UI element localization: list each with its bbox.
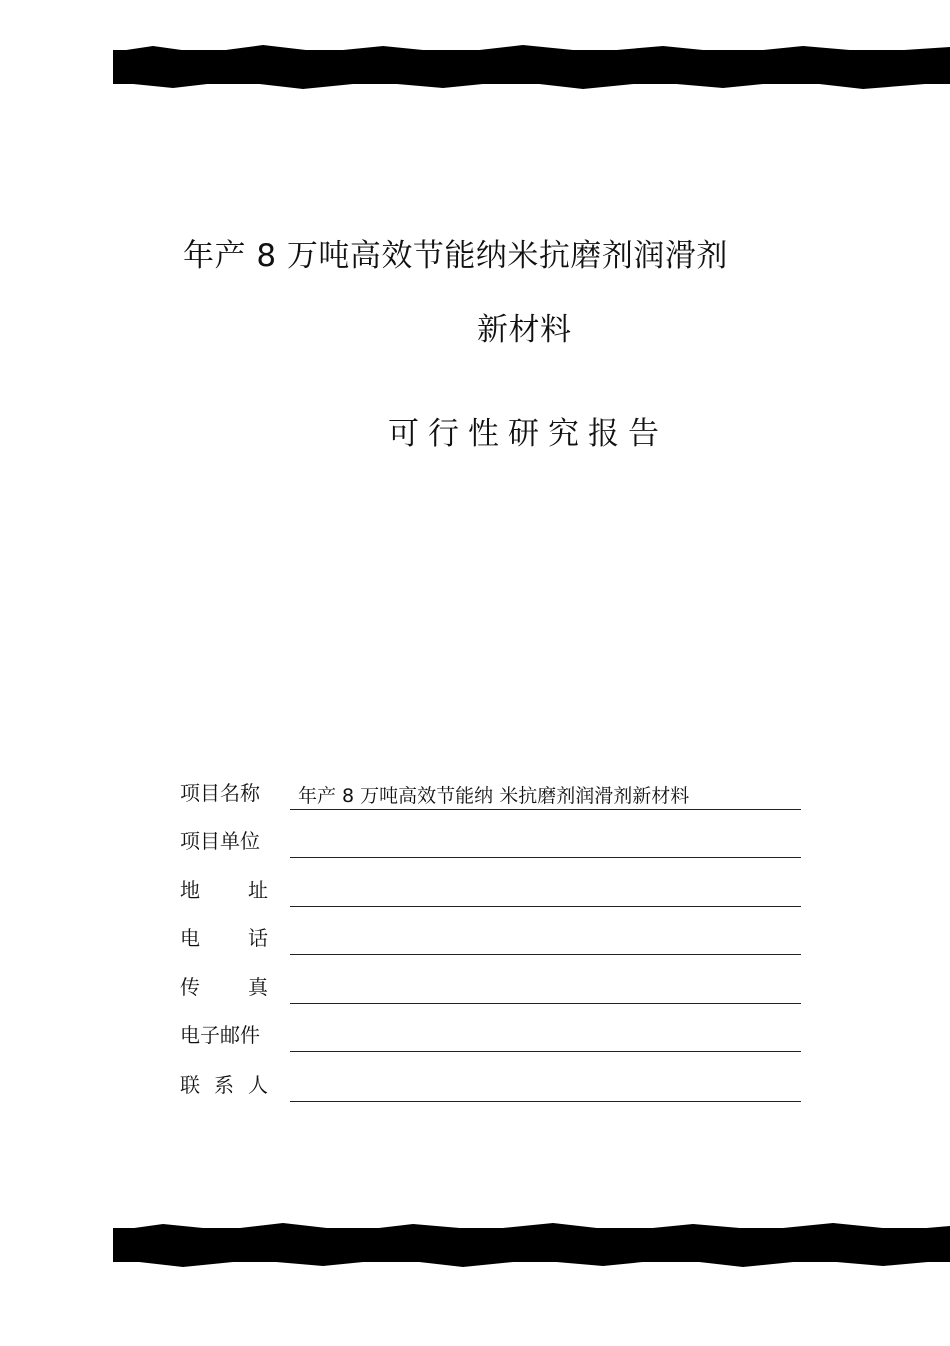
field-label-char: 传 bbox=[180, 975, 200, 999]
field-address bbox=[180, 877, 801, 907]
redacted-header-band bbox=[113, 44, 950, 90]
field-label bbox=[180, 971, 268, 1000]
field-value-project-name[interactable]: 年产 8 万吨高效节能纳 米抗磨剂润滑剂新材料 bbox=[290, 782, 801, 810]
field-project-name bbox=[180, 780, 801, 810]
field-value-contact[interactable] bbox=[290, 1074, 801, 1102]
field-label-char: 地 bbox=[180, 878, 200, 902]
field-label: 项目单位 bbox=[180, 829, 260, 853]
field-contact bbox=[180, 1072, 801, 1102]
field-label-char: 址 bbox=[248, 878, 268, 902]
document-title-line-2: 新材料 bbox=[477, 312, 572, 348]
field-email bbox=[180, 1022, 801, 1052]
field-value-fax[interactable] bbox=[290, 976, 801, 1004]
redacted-footer-band bbox=[113, 1222, 950, 1268]
field-label-char: 真 bbox=[248, 975, 268, 999]
field-project-unit bbox=[180, 828, 801, 858]
field-label-char: 联 bbox=[180, 1073, 200, 1097]
field-label-char: 话 bbox=[248, 926, 268, 950]
field-value-email[interactable] bbox=[290, 1024, 801, 1052]
field-fax bbox=[180, 974, 801, 1004]
field-label: 电子邮件 bbox=[180, 1023, 260, 1047]
field-label bbox=[180, 1069, 268, 1098]
field-value-phone[interactable] bbox=[290, 927, 801, 955]
redaction-scribble bbox=[113, 1222, 950, 1268]
field-label-char: 人 bbox=[248, 1073, 268, 1097]
redaction-scribble bbox=[113, 44, 950, 90]
field-value-project-unit[interactable] bbox=[290, 830, 801, 858]
field-label-char: 系 bbox=[214, 1073, 234, 1097]
field-value-address[interactable] bbox=[290, 879, 801, 907]
document-title-line-1: 年产 8 万吨高效节能纳米抗磨剂润滑剂 bbox=[183, 238, 728, 274]
field-phone bbox=[180, 925, 801, 955]
field-label bbox=[180, 922, 268, 951]
field-label bbox=[180, 874, 268, 903]
field-label-char: 电 bbox=[180, 926, 200, 950]
field-label: 项目名称 bbox=[180, 781, 260, 805]
document-subtitle: 可行性研究报告 bbox=[388, 416, 668, 452]
